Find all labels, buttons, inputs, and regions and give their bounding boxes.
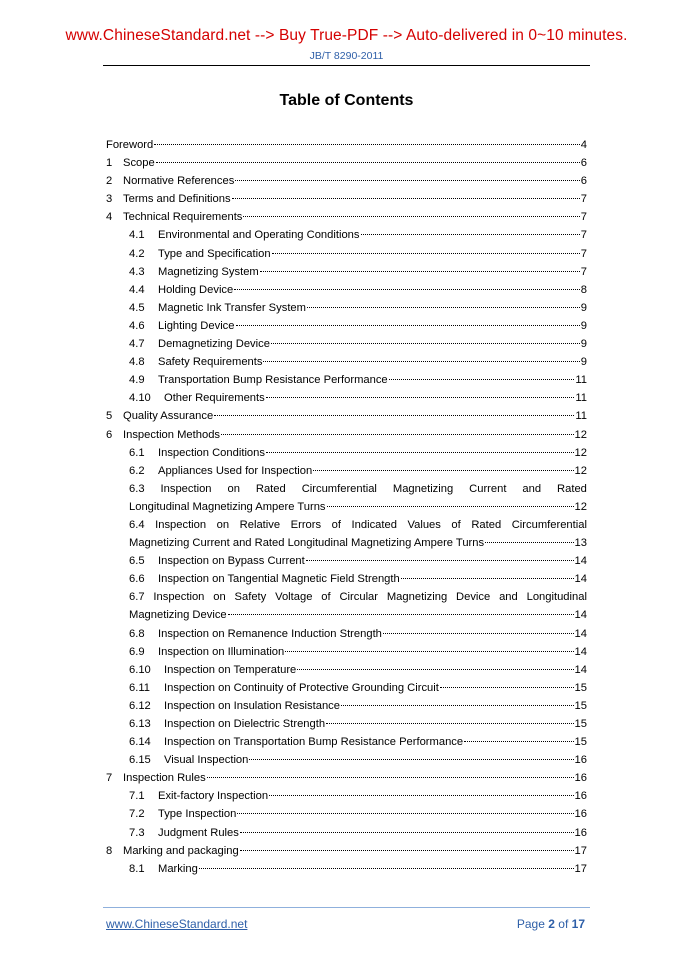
toc-entry-page: 16 xyxy=(574,826,587,839)
toc-dot-leader xyxy=(249,759,573,760)
toc-entry-page: 7 xyxy=(580,265,587,278)
standard-code: JB/T 8290-2011 xyxy=(309,50,384,62)
toc-entry-title: Magnetic Ink Transfer System xyxy=(158,301,306,314)
toc-entry-title: Type Inspection xyxy=(158,808,237,821)
toc-entry-page: 16 xyxy=(574,790,587,803)
toc-entry-title: Inspection on Illumination xyxy=(158,645,285,658)
toc-entry[interactable] xyxy=(106,320,587,338)
toc-entry-number: 6.11 xyxy=(129,681,150,694)
toc-entry[interactable] xyxy=(106,519,587,555)
page-total: 17 xyxy=(571,917,585,931)
toc-entry-title: Inspection on Tangential Magnetic Field Strength xyxy=(158,573,400,586)
toc-dot-leader xyxy=(327,506,574,507)
toc-dot-leader xyxy=(306,560,574,561)
toc-entry-page: 14 xyxy=(574,609,587,622)
toc-entry[interactable] xyxy=(106,628,587,646)
toc-entry-title: Appliances Used for Inspection xyxy=(158,464,313,477)
toc-entry-number: 4.10 xyxy=(129,392,151,405)
toc-entry[interactable] xyxy=(106,266,587,284)
toc-dot-leader xyxy=(237,813,573,814)
toc-entry-title: Scope xyxy=(123,157,155,170)
toc-entry[interactable] xyxy=(106,302,587,320)
toc-entry-number: 6.2 xyxy=(129,464,145,477)
toc-dot-leader xyxy=(389,379,575,380)
toc-entry-number: 6.8 xyxy=(129,627,145,640)
toc-entry-page: 12 xyxy=(574,500,587,513)
toc-entry-title: Safety Requirements xyxy=(158,356,263,369)
toc-entry-page: 7 xyxy=(580,193,587,206)
toc-entry-number: 3 xyxy=(106,193,113,206)
toc-entry-title: Magnetizing System xyxy=(158,265,259,278)
toc-entry-number: 6.4 xyxy=(129,518,145,531)
toc-entry-word: Values xyxy=(407,518,441,531)
page-title: Table of Contents xyxy=(279,92,414,109)
toc-entry[interactable] xyxy=(106,374,587,392)
toc-entry-title: Exit-factory Inspection xyxy=(158,790,269,803)
table-of-contents xyxy=(106,139,587,881)
toc-dot-leader xyxy=(228,614,574,615)
page-current: 2 xyxy=(548,917,555,931)
toc-entry[interactable] xyxy=(106,573,587,591)
toc-entry-word: on xyxy=(227,482,240,495)
toc-entry-title: Marking and packaging xyxy=(123,844,239,857)
toc-dot-leader xyxy=(234,289,580,290)
toc-entry-page: 14 xyxy=(574,663,587,676)
toc-entry-page: 9 xyxy=(580,319,587,332)
toc-entry-number: 4 xyxy=(106,211,113,224)
toc-entry[interactable] xyxy=(106,139,587,157)
toc-dot-leader xyxy=(243,216,579,217)
toc-entry-page: 15 xyxy=(574,736,587,749)
toc-entry[interactable] xyxy=(106,790,587,808)
toc-entry-page: 17 xyxy=(574,844,587,857)
toc-dot-leader xyxy=(235,180,579,181)
toc-entry-number: 6.3 xyxy=(129,482,145,495)
toc-entry-title: Judgment Rules xyxy=(158,826,239,839)
toc-entry-number: 7 xyxy=(106,772,113,785)
toc-entry-number: 6.13 xyxy=(129,718,151,730)
toc-entry[interactable] xyxy=(106,410,587,428)
toc-entry-number: 4.4 xyxy=(129,283,145,296)
toc-entry-word: on xyxy=(216,518,230,531)
toc-entry-number: 8 xyxy=(106,844,113,857)
toc-entry-title: Inspection on Transportation Bump Resistance Performance xyxy=(164,736,464,749)
toc-entry[interactable] xyxy=(106,863,587,881)
toc-entry-title: Inspection on Continuity of Protective Grounding Circuit xyxy=(164,681,439,694)
toc-dot-leader xyxy=(266,397,575,398)
toc-entry[interactable] xyxy=(106,808,587,826)
toc-entry[interactable] xyxy=(106,772,587,790)
toc-entry-word: Magnetizing xyxy=(392,482,454,495)
toc-dot-leader xyxy=(383,633,574,634)
toc-entry-word: Device xyxy=(456,591,491,604)
toc-dot-leader xyxy=(199,868,574,869)
toc-entry[interactable] xyxy=(106,555,587,573)
toc-entry[interactable] xyxy=(106,447,587,465)
toc-dot-leader xyxy=(156,162,580,163)
toc-entry-title: Demagnetizing Device xyxy=(158,338,270,351)
toc-dot-leader xyxy=(341,705,574,706)
toc-entry-page: 12 xyxy=(574,446,587,459)
toc-entry-number: 7.3 xyxy=(129,826,145,839)
toc-entry-page: 14 xyxy=(574,555,587,568)
toc-entry[interactable] xyxy=(106,682,587,700)
toc-entry-number: 4.1 xyxy=(129,229,145,242)
toc-entry[interactable] xyxy=(106,483,587,519)
toc-entry-page: 7 xyxy=(580,211,587,224)
toc-entry[interactable] xyxy=(106,211,587,229)
toc-entry-number: 6.14 xyxy=(129,736,151,749)
promo-banner-link[interactable]: www.ChineseStandard.net --> Buy True-PDF --> Auto-delivered in 0~10 minutes. xyxy=(65,27,628,44)
toc-entry-word: Relative xyxy=(239,518,281,531)
toc-entry-word: Rated xyxy=(471,518,502,531)
toc-entry-title: Quality Assurance xyxy=(123,410,214,423)
toc-entry-title: Type and Specification xyxy=(158,247,271,260)
page-label: Page xyxy=(516,917,545,931)
toc-entry-page: 12 xyxy=(574,428,587,441)
footer-website-link[interactable]: www.ChineseStandard.net xyxy=(106,917,248,931)
toc-entry-title: Inspection on Remanence Induction Strength xyxy=(158,627,382,640)
toc-entry[interactable] xyxy=(106,700,587,718)
toc-entry-number: 6.15 xyxy=(129,754,151,767)
toc-entry-word: Current xyxy=(469,482,507,495)
toc-entry-word: Rated xyxy=(557,482,587,495)
toc-entry-page: 11 xyxy=(575,410,587,423)
toc-entry-title: Lighting Device xyxy=(158,319,235,332)
toc-entry-number: 4.2 xyxy=(129,247,145,260)
toc-entry[interactable] xyxy=(106,175,587,193)
toc-dot-leader xyxy=(440,687,574,688)
toc-entry-title: Transportation Bump Resistance Performance xyxy=(158,374,388,387)
toc-entry[interactable] xyxy=(106,736,587,754)
toc-dot-leader xyxy=(313,470,573,471)
toc-entry-title: Technical Requirements xyxy=(123,211,243,224)
toc-entry-title: Inspection on Insulation Resistance xyxy=(164,699,341,712)
toc-dot-leader xyxy=(272,253,580,254)
toc-dot-leader xyxy=(207,777,574,778)
toc-entry-title: Magnetizing Device xyxy=(129,609,227,622)
toc-entry-page: 15 xyxy=(574,699,587,712)
toc-dot-leader xyxy=(285,651,573,652)
toc-entry[interactable] xyxy=(106,845,587,863)
toc-entry-page: 13 xyxy=(574,537,587,550)
toc-entry-word: Circular xyxy=(339,591,379,604)
toc-dot-leader xyxy=(236,325,580,326)
toc-entry-number: 6.10 xyxy=(129,663,151,676)
toc-entry[interactable] xyxy=(106,591,587,627)
toc-entry-title: Longitudinal Magnetizing Ampere Turns xyxy=(129,500,326,513)
toc-entry-page: 11 xyxy=(575,374,587,387)
toc-entry-word: Errors xyxy=(290,518,322,531)
toc-entry-title: Visual Inspection xyxy=(164,754,249,767)
toc-entry-word: Rated xyxy=(255,482,286,495)
toc-dot-leader xyxy=(266,452,574,453)
toc-entry-number: 6.6 xyxy=(129,573,145,586)
toc-dot-leader xyxy=(263,361,579,362)
footer-divider xyxy=(103,907,590,908)
toc-entry-title: Environmental and Operating Conditions xyxy=(158,229,360,242)
toc-entry-word: Longitudinal xyxy=(526,591,587,604)
page-indicator xyxy=(517,917,585,931)
toc-entry[interactable] xyxy=(106,157,587,175)
toc-entry-number: 6.5 xyxy=(129,555,145,568)
toc-dot-leader xyxy=(307,307,580,308)
toc-entry-title: Inspection Conditions xyxy=(158,446,265,459)
toc-dot-leader xyxy=(214,415,574,416)
toc-dot-leader xyxy=(240,850,574,851)
toc-entry-page: 15 xyxy=(574,681,587,694)
header-divider xyxy=(103,65,590,66)
toc-entry-word: and xyxy=(522,482,542,495)
toc-entry-number: 4.3 xyxy=(129,265,145,278)
toc-entry-title: Foreword xyxy=(106,139,154,151)
toc-entry-word: of xyxy=(321,591,331,604)
toc-entry-page: 12 xyxy=(574,464,587,477)
toc-dot-leader xyxy=(154,144,580,145)
toc-entry-word: of xyxy=(331,518,341,531)
toc-entry-page: 14 xyxy=(574,573,587,586)
toc-entry-number: 4.9 xyxy=(129,374,145,387)
toc-dot-leader xyxy=(269,795,573,796)
toc-entry-number: 4.5 xyxy=(129,301,145,314)
toc-entry-page: 9 xyxy=(580,301,587,314)
toc-entry-title: Inspection Methods xyxy=(123,428,221,441)
toc-dot-leader xyxy=(485,542,573,543)
toc-entry-word: Inspection xyxy=(153,591,205,604)
toc-entry-title: Normative References xyxy=(123,175,235,188)
toc-entry-word: and xyxy=(499,591,518,604)
toc-entry-number: 6.9 xyxy=(129,645,145,658)
toc-entry-word: Safety xyxy=(234,591,267,604)
toc-dot-leader xyxy=(326,723,573,724)
toc-entry[interactable] xyxy=(106,429,587,447)
toc-entry-page: 11 xyxy=(575,392,587,405)
toc-entry-number: 7.2 xyxy=(129,808,145,821)
toc-entry-word: Magnetizing xyxy=(386,591,448,604)
toc-entry-number: 4.7 xyxy=(129,338,145,351)
toc-entry-page: 6 xyxy=(580,157,587,170)
toc-entry-number: 6.7 xyxy=(129,591,145,604)
toc-entry-page: 14 xyxy=(574,645,587,658)
toc-dot-leader xyxy=(240,832,574,833)
promo-banner[interactable] xyxy=(0,27,693,45)
toc-entry-page: 9 xyxy=(580,356,587,369)
toc-entry-word: Indicated xyxy=(351,518,397,531)
toc-entry-page: 9 xyxy=(580,338,587,351)
toc-entry-number: 8.1 xyxy=(129,862,145,875)
toc-entry-number: 6.12 xyxy=(129,699,151,712)
toc-entry-page: 16 xyxy=(574,808,587,821)
toc-entry[interactable] xyxy=(106,229,587,247)
toc-entry-page: 14 xyxy=(574,627,587,640)
toc-entry-word: Circumferential xyxy=(511,518,587,531)
toc-entry-number: 6.1 xyxy=(129,446,145,459)
toc-entry-number: 1 xyxy=(106,157,113,170)
toc-entry[interactable] xyxy=(106,284,587,302)
toc-entry-title: Other Requirements xyxy=(164,392,265,405)
toc-entry-number: 7.1 xyxy=(129,790,145,803)
toc-entry-word: Inspection xyxy=(155,518,207,531)
toc-entry-number: 6 xyxy=(106,428,113,441)
toc-entry-page: 16 xyxy=(574,754,587,767)
page-of: of xyxy=(558,917,569,931)
toc-entry-title: Holding Device xyxy=(158,283,234,296)
toc-entry-title: Inspection on Dielectric Strength xyxy=(164,718,326,730)
toc-entry[interactable] xyxy=(106,465,587,483)
toc-entry[interactable] xyxy=(106,248,587,266)
toc-entry-number: 4.8 xyxy=(129,356,145,369)
toc-entry-word: of xyxy=(451,518,461,531)
toc-dot-leader xyxy=(464,741,573,742)
toc-entry-page: 4 xyxy=(580,139,587,151)
toc-entry-title: Inspection on Bypass Current xyxy=(158,555,305,568)
toc-entry-title: Magnetizing Current and Rated Longitudinal Magnetizing Ampere Turns xyxy=(129,537,485,550)
toc-entry[interactable] xyxy=(106,193,587,211)
toc-entry-page: 7 xyxy=(580,229,587,242)
toc-entry-page: 7 xyxy=(580,247,587,260)
toc-entry-number: 4.6 xyxy=(129,319,145,332)
toc-entry-word: Voltage xyxy=(275,591,313,604)
toc-entry[interactable] xyxy=(106,338,587,356)
toc-entry[interactable] xyxy=(106,718,587,736)
toc-entry[interactable] xyxy=(106,392,587,410)
toc-entry-page: 8 xyxy=(580,283,587,296)
toc-dot-leader xyxy=(232,198,580,199)
toc-entry-title: Marking xyxy=(158,862,198,875)
toc-entry-word: Circumferential xyxy=(301,482,377,495)
toc-entry[interactable] xyxy=(106,356,587,374)
toc-dot-leader xyxy=(260,271,580,272)
toc-dot-leader xyxy=(271,343,580,344)
toc-entry-page: 17 xyxy=(574,862,587,875)
toc-entry-number: 5 xyxy=(106,410,113,423)
toc-entry[interactable] xyxy=(106,827,587,845)
toc-entry[interactable] xyxy=(106,754,587,772)
toc-dot-leader xyxy=(401,578,574,579)
toc-entry-title: Inspection on Temperature xyxy=(164,663,297,676)
toc-entry-title: Terms and Definitions xyxy=(123,193,231,206)
toc-entry-page: 16 xyxy=(574,772,587,785)
toc-dot-leader xyxy=(297,669,573,670)
toc-dot-leader xyxy=(361,234,580,235)
toc-entry-word: on xyxy=(213,591,226,604)
toc-entry-page: 6 xyxy=(580,175,587,188)
toc-entry[interactable] xyxy=(106,646,587,664)
toc-entry-number: 2 xyxy=(106,175,113,188)
toc-entry-title: Inspection Rules xyxy=(123,772,206,785)
toc-dot-leader xyxy=(221,434,574,435)
toc-entry-page: 15 xyxy=(574,718,587,730)
toc-entry[interactable] xyxy=(106,664,587,682)
toc-entry-word: Inspection xyxy=(160,482,212,495)
